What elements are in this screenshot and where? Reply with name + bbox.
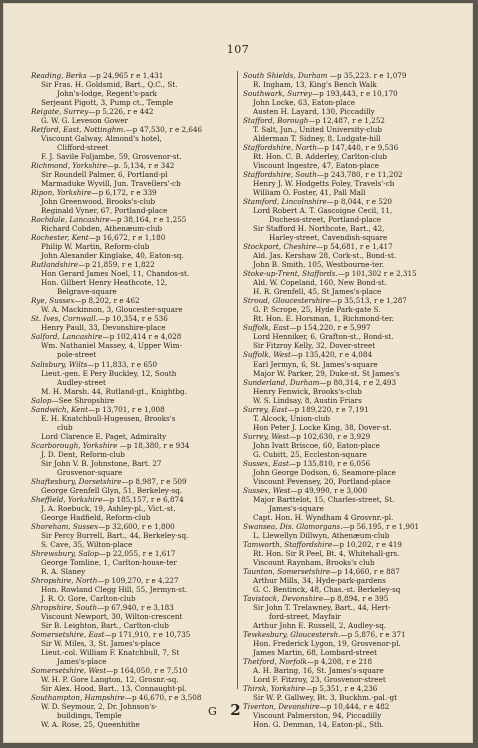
page-number: 107 (226, 43, 250, 56)
member-line: Henry Paull, 33, Devonshire-place (41, 323, 166, 333)
constituency-entry: Tiverton, Devonshire—p 10,444, r e 482 (243, 702, 390, 712)
constituency-entry: Sussex, West—p 49,990, r e 3,000 (243, 485, 368, 495)
member-line: ford-street, Mayfair (269, 611, 341, 621)
member-line: J. R. O. Gore, Carlton-club (41, 593, 136, 603)
member-line: Sir Percy Burrell, Bart., 44, Berkeley-sq. (41, 530, 189, 540)
member-line: Sir Fitzroy Kelly, 32, Dover-street (253, 341, 376, 351)
member-line: L. Llewellyn Dillwyn, Athenæum-club (253, 530, 390, 540)
constituency-entry: Sunderland, Durham—p 80,314, r e 2,493 (243, 377, 397, 387)
member-line: Capt. Hon. H. Wyndham 4 Grosvnr.-pl. (253, 512, 394, 522)
constituency-entry: Rochester, Kent—p 16,672, r e 1,180 (31, 233, 166, 243)
constituency-entry: Somersetshire, East—p 171,910, r e 10,735 (31, 629, 191, 639)
constituency-entry: Stafford, Borough—p 12,487, r e 1,252 (243, 116, 385, 126)
member-line: Major Barttelot, 15, Charles-street, St. (253, 494, 395, 504)
constituency-entry: Tewkesbury, Gloucestersh.—p 5,876, r e 371 (243, 629, 406, 639)
member-line: John B. Smith, 105, Westbourne-ter. (253, 260, 385, 270)
member-line: Sir John T. Trelawney, Bart., 44, Hert- (253, 602, 391, 612)
member-line: Viscount Pevensey, 20, Portland-place (253, 476, 391, 486)
member-line: Grosvenor-square (57, 467, 123, 477)
member-line: Richard Cobden, Athenæum-club (41, 224, 163, 234)
member-line: Sir Roundell Palmer, 6, Portland-pl (41, 170, 168, 180)
member-line: Ald. Jas. Kershaw 28, Cork-st., Bond-st. (253, 251, 397, 261)
member-line: Lord F. Fitzroy, 23, Grosvenor-street (253, 675, 386, 685)
member-line: club (57, 422, 73, 432)
member-line: Earl Jermyn, 6, St. James's-square (253, 359, 378, 369)
constituency-entry: Tamworth, Staffordshire—p 10,202, r e 419 (243, 539, 402, 549)
constituency-entry: Rochdale, Lancashire—p 38,164, r e 1,255 (31, 215, 187, 225)
constituency-entry: Swansea, Dis. Glamorgans.—p 56,195, r e 1,901 (243, 521, 420, 531)
member-line: Sir W. P. Gallwey, Bt. 3, Buckhm.-pal.-gt (253, 693, 398, 703)
member-line: Hon Gerard James Noel, 11, Chandos-st. (41, 269, 190, 279)
constituency-entry: Suffolk, East—p 154,220, r e 5,997 (243, 323, 371, 333)
member-line: John's-lodge, Regent's-park (57, 89, 158, 99)
member-line: John Alexander Kinglake, 40, Eaton-sq. (41, 251, 184, 261)
constituency-entry: Sandwich, Kent—p 13,701, r e 1,008 (31, 404, 165, 414)
member-line: James's-square (269, 503, 324, 513)
member-line: F. J. Savile Foljambe, 59, Grosvenor-st. (41, 152, 182, 162)
constituency-entry: Shoreham, Sussex—p 32,600, r e 1,800 (31, 521, 175, 531)
constituency-entry: Staffordshire, South—p 243,780, r e 11,202 (243, 170, 403, 180)
member-line: Lord Robert A. T. Gascoigne Cecil, 11, (253, 206, 393, 216)
member-line: Ald. W. Copeland, 160, New Bond-st. (253, 278, 387, 288)
member-line: Hon. Gilbert Henry Heathcote, 12, (41, 278, 168, 288)
member-line: John Locke, 63, Eaton-place (253, 98, 356, 108)
signature-number: 2 (230, 701, 242, 719)
member-line: Sir Stafford H. Northcote, Bart., 42, (253, 224, 385, 234)
member-line: pole-street (57, 350, 97, 360)
member-line: William O. Foster, 41, Pall Mall (253, 188, 366, 198)
constituency-entry: Thetford, Norfolk—p 4,208, r e 218 (243, 657, 373, 667)
member-line: Lieut.-gen. E Pery Buckley, 12, South (41, 368, 177, 378)
signature-mark (208, 701, 242, 719)
constituency-entry: Reading, Berks —p 24,965 r e 1,431 (31, 71, 164, 80)
member-line: Henry Fenwick, Brooks's-club (253, 386, 362, 396)
constituency-entry: Stamford, Lincolnshire—p 8,044, r e 520 (243, 197, 392, 207)
member-line: Viscount Galway, Almond's hotel, (41, 134, 162, 144)
constituency-entry: Sheffield, Yorkshire—p 185,157, r e 6,874 (31, 494, 184, 504)
member-line: Marmaduke Wyvill, Jun. Travellers'-cb (41, 179, 181, 189)
member-line: W. S. Lindsay, 8, Austin Friars (253, 395, 362, 405)
right-column (243, 71, 451, 729)
constituency-entry: Southampton, Hampshire—p 46,670, r e 3,508 (31, 693, 202, 703)
member-line: G. P. Scrope, 25, Hyde Park-gate S. (253, 305, 381, 315)
member-line: M. H. Marsh. 44, Rutland-gt., Knightbg. (41, 386, 187, 396)
member-line: E. H. Knatchbull-Hugessen, Brooks's (41, 413, 176, 423)
constituency-entry: Scarborough, Yorkshire —p 18,380, r e 934 (31, 440, 190, 450)
member-line: J. A. Roebuck, 19, Ashley-pl., Vict.-st. (41, 503, 176, 513)
member-line: John George Dodson, 6, Seamore-place (253, 467, 396, 477)
member-line: Rt. Hon. Sir R Peel, Bt. 4, Whitehall-grs. (253, 548, 400, 558)
member-line: Reginald Vyner, 67, Portland-place (41, 206, 168, 216)
constituency-entry: Shaftesbury, Dorsetshire—p 8,987, r e 509 (31, 476, 187, 486)
member-line: Hon Peter J. Locke King, 38, Dover-st. (253, 422, 392, 432)
constituency-entry: Suffolk, West—p 135,420, r e 4,084 (243, 350, 373, 360)
member-line: H. R. Grenfell, 45, St James's-place (253, 287, 382, 297)
member-line: Alderman T. Sidney, 8, Ludgate-hill (253, 134, 381, 144)
left-column (31, 71, 242, 730)
member-line: G. C. Bentinck, 48, Chas.-st. Berkeley-sq (253, 584, 401, 594)
member-line: Hon. Rowland Clegg Hill, 55, Jermyn-st. (41, 584, 188, 594)
member-line: George Hadfield, Reform-club (41, 512, 151, 522)
member-line: George Grenfell Glyn, 51, Berkeley-sq. (41, 485, 182, 495)
member-line: W. D. Seymour, 2, Dr. Johnson's- (41, 702, 158, 712)
constituency-entry: Reigate, Surrey—p 5,226, r e 442 (31, 107, 154, 117)
constituency-entry: Ripon, Yorkshire—p 6,172, r e 339 (31, 188, 157, 198)
constituency-entry: Sussex, East—p 135,810, r e 6,056 (243, 458, 371, 468)
constituency-entry: Retford, East, Nottinghm.—p 47,530, r e 2,646 (31, 125, 203, 135)
book-page (3, 3, 473, 743)
member-line: James's-place (57, 657, 107, 667)
member-line: J. D. Dent, Reform-club (41, 449, 125, 459)
constituency-entry: Stoke-up-Trent, Staffords.—p 101,302 r e 2,315 (243, 269, 417, 279)
member-line: Major W. Parker, 29, Duke-st. St James's (253, 368, 400, 378)
constituency-entry: Richmond, Yorkshire—p. 5,134, r e 342 (31, 161, 175, 171)
member-line: R. Ingham, 13, King's Bench Walk (253, 80, 377, 90)
member-line: John Ivatt Briscoe, 60, Eaton-place (253, 440, 380, 450)
constituency-entry: Staffordshire, North—p 147,440, r e 9,536 (243, 143, 399, 153)
member-line: Sir Alex. Hood, Bart., 13, Connaught-pl. (41, 684, 187, 694)
member-line: George Tomline, 1, Carlton-house-ter (41, 557, 177, 567)
constituency-entry: Tavistock, Devonshire—p 8,894, r e 395 (243, 593, 389, 603)
constituency-entry: Rye, Sussex—p 8,202, r e 462 (31, 296, 140, 306)
member-line: Sir W. Miles, 3, St. James's-place (41, 638, 161, 648)
member-line: Viscount Raynham, Brooks's club (253, 557, 375, 567)
constituency-entry: Somersetshire, West—p 164,050, r e 7,510 (31, 666, 188, 676)
constituency-entry: Thirsk, Yorkshire—p 5,351, r e 4,236 (243, 684, 378, 694)
member-line: Lord Clarence E. Paget, Admiralty (41, 431, 167, 441)
member-line: Viscount Newport, 30, Wilton-crescent (41, 611, 183, 621)
member-line: Philip W. Martin, Reform-club (41, 242, 150, 252)
member-line: Lieut.-col. William F. Knatchbull, 7, St (41, 648, 180, 657)
signature-letter: G (208, 705, 218, 718)
member-line: Sir John V. B. Johnstone, Bart. 27 (41, 458, 162, 468)
member-line: T. Salt, Jun., United University-club (253, 125, 382, 135)
member-line: W. A. Rose, 25, Queenhithe (41, 720, 140, 730)
constituency-entry: Salop—See Shropshire (31, 395, 115, 405)
member-line: Austen H. Layard, 130, Piccadilly (253, 107, 375, 117)
member-line: Sir Fras. H. Goldsmid, Bart., Q.C., St. (41, 80, 178, 90)
member-line: Serjeant Pigott, 3, Pump ct., Temple (41, 98, 174, 108)
constituency-entry: Surrey, West—p 102,630, r e 3,929 (243, 431, 371, 441)
constituency-entry: Taunton, Somersetshire—p 14,660, r e 887 (243, 566, 400, 576)
member-line: James Martin, 68, Lombard-street (253, 648, 378, 657)
member-line: Viscount Palmerston, 94, Piccadilly (253, 711, 382, 721)
constituency-entry: Surrey, East—p 189,220, r e 7,191 (243, 404, 369, 414)
member-line: Hon. G. Denman, 14, Eaton-pl., Sth. (253, 720, 384, 730)
member-line: T. Alcock, Union-club (253, 413, 331, 423)
member-line: Henry J. W. Hodgetts Foley, Travels'-cb (253, 179, 395, 189)
member-line: G. W. G. Leveson Gower (41, 116, 128, 126)
member-line: A. H. Baring, 16, St. James's-square (253, 666, 384, 676)
member-line: Belgrave-square (57, 287, 117, 297)
column-divider (237, 71, 238, 689)
member-line: John Greenwood, Brooks's-club (41, 197, 156, 207)
member-line: G. Cubitt, 25, Eccleston-square (253, 449, 367, 459)
member-line: Clifford-street (57, 143, 109, 153)
constituency-entry: Shropshire, North—p 109,270, r e 4,227 (31, 575, 179, 585)
member-line: W. H. P. Gore Langton, 12, Grosnr.-sq. (41, 675, 179, 685)
member-line: Arthur John E. Russell, 2, Audley-sq. (253, 620, 387, 630)
member-line: buildings, Temple (57, 711, 122, 721)
member-line: Wm. Nathaniel Massey, 4, Upper Wim- (41, 341, 183, 351)
member-line: Sir B. Leighton, Bart., Carlton-club (41, 620, 169, 630)
member-line: W. A. Mackinnon, 3, Gloucester-square (41, 305, 183, 315)
member-line: Lord Henniker, 6, Grafton-st., Bond-st. (253, 332, 394, 342)
constituency-entry: Rutlandshire—p 21,859, r e 1,822 (31, 260, 155, 270)
constituency-entry: Salford, Lancashire—p 102,414 r e 4,028 (31, 332, 182, 342)
member-line: Harley-street, Cavendish-square (269, 233, 388, 243)
member-line: Viscount Ingestre, 47, Eaton-place (253, 161, 379, 171)
member-line: Hon. Frederick Lygon, 19, Grosvenor-pl. (253, 638, 401, 648)
constituency-entry: Shropshire, South—p 67,940, r e 3,183 (31, 602, 174, 612)
constituency-entry: St. Ives, Cornwall.—p 10,354, r e 536 (31, 314, 168, 324)
member-line: Rt. Hon. E. Horsman, 1, Richmond-ter. (253, 314, 394, 324)
member-line: Audley-street (57, 377, 106, 387)
constituency-entry: Stroud, Gloucestershire—p 35,513, r e 1,287 (243, 296, 407, 306)
member-line: Arthur Mills, 34, Hyde-park-gardens (253, 575, 386, 585)
member-line: Duchess-street, Portland-place (269, 215, 381, 225)
constituency-entry: Stockport, Cheshire—p 54,681, r e 1,417 (243, 242, 393, 252)
constituency-entry: Southwark, Surrey—p 193,443, r e 10,170 (243, 89, 398, 99)
member-line: Rt. Hon. C. B. Adderley, Carlton-club (253, 152, 387, 162)
member-line: R. A. Slaney (41, 566, 86, 576)
constituency-entry: Salisbury, Wilts—p 11,833, r e 650 (31, 359, 158, 369)
constituency-entry: Shrewsbury, Salop—p 22,055, r e 1,617 (31, 548, 176, 558)
member-line: S. Cave, 35, Wilton-place (41, 539, 133, 549)
constituency-entry: South Shields, Durham —p 35,223. r e 1,079 (243, 71, 407, 80)
